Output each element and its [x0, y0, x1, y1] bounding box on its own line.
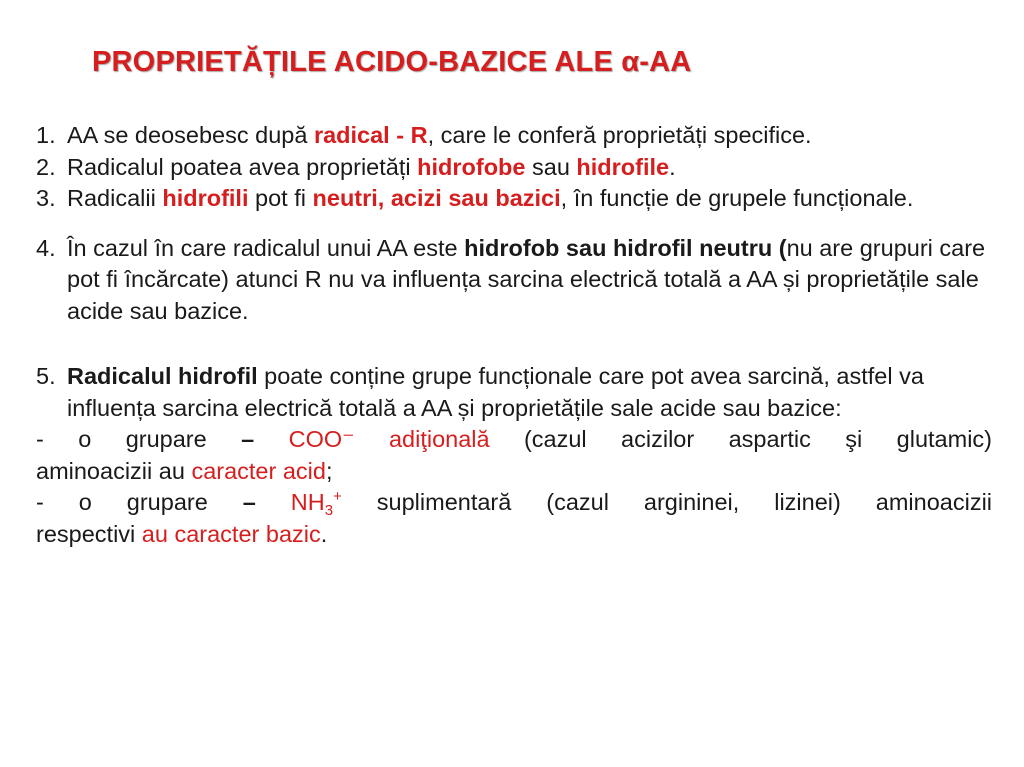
item-number: 2. — [36, 153, 56, 180]
list-item-4: 4. În cazul în care radicalul unui AA este hidrofob sau hidrofil neutru (nu are grupuri care pot fi încărcate) atunci R nu va influența sarcina electrică totală a AA și proprietățile sale acide sau bazice. — [36, 234, 986, 324]
bullet-nh3: - o grupare – $NH_3^+$ suplimentară (cazul argininei, lizinei) aminoacizii respectivi au caracter bazic. — [36, 488, 993, 547]
highlight-hidrofili: hidrofili — [162, 185, 249, 211]
list-item-1: 1. AA se deosebesc după radical - R, care le conferă proprietăți specifice. — [36, 120, 992, 152]
highlight-hidrofile: hidrofile — [576, 153, 670, 180]
formula-coo: COO⁻ — [288, 426, 355, 452]
highlight-neutri-acizi-bazici: neutri, acizi sau bazici — [312, 185, 561, 211]
item-number: 3. — [36, 185, 56, 211]
item-number: 1. — [36, 122, 56, 148]
slide-content — [36, 120, 992, 550]
highlight-aditionala: adiţională — [388, 426, 490, 452]
item-number: 4. — [36, 234, 56, 261]
highlight-caracter-bazic: au caracter bazic — [141, 520, 321, 547]
list-item-3: 3. Radicalii hidrofili pot fi neutri, acizi sau bazici, în funcție de grupele funcționale. — [36, 183, 992, 215]
highlight-radicalul-hidrofil: Radicalul hidrofil — [67, 363, 258, 389]
formula-nh3: $NH_3^+$ — [290, 488, 342, 519]
highlight-hidrofob-neutru: hidrofob sau hidrofil neutru ( — [464, 234, 787, 261]
bullet-coo: - o grupare – COO⁻ adiţională (cazul acizilor aspartic şi glutamic) aminoacizii au caracter acid; — [36, 426, 992, 484]
highlight-caracter-acid: caracter acid — [191, 457, 326, 484]
highlight-hidrofobe: hidrofobe — [417, 153, 526, 180]
highlight-radical: radical - R — [313, 122, 428, 148]
list-item-5: 5. Radicalul hidrofil poate conține grupe funcționale care pot avea sarcină, astfel va influența sarcina electrică totală a AA și proprietățile sale acide sau bazice: — [36, 363, 924, 421]
item-number: 5. — [36, 363, 56, 389]
list-item-2: 2. Radicalul poatea avea proprietăți hidrofobe sau hidrofile. — [36, 152, 992, 184]
slide-title: PROPRIETĂȚILE ACIDO-BAZICE ALE α-AA — [92, 46, 692, 78]
